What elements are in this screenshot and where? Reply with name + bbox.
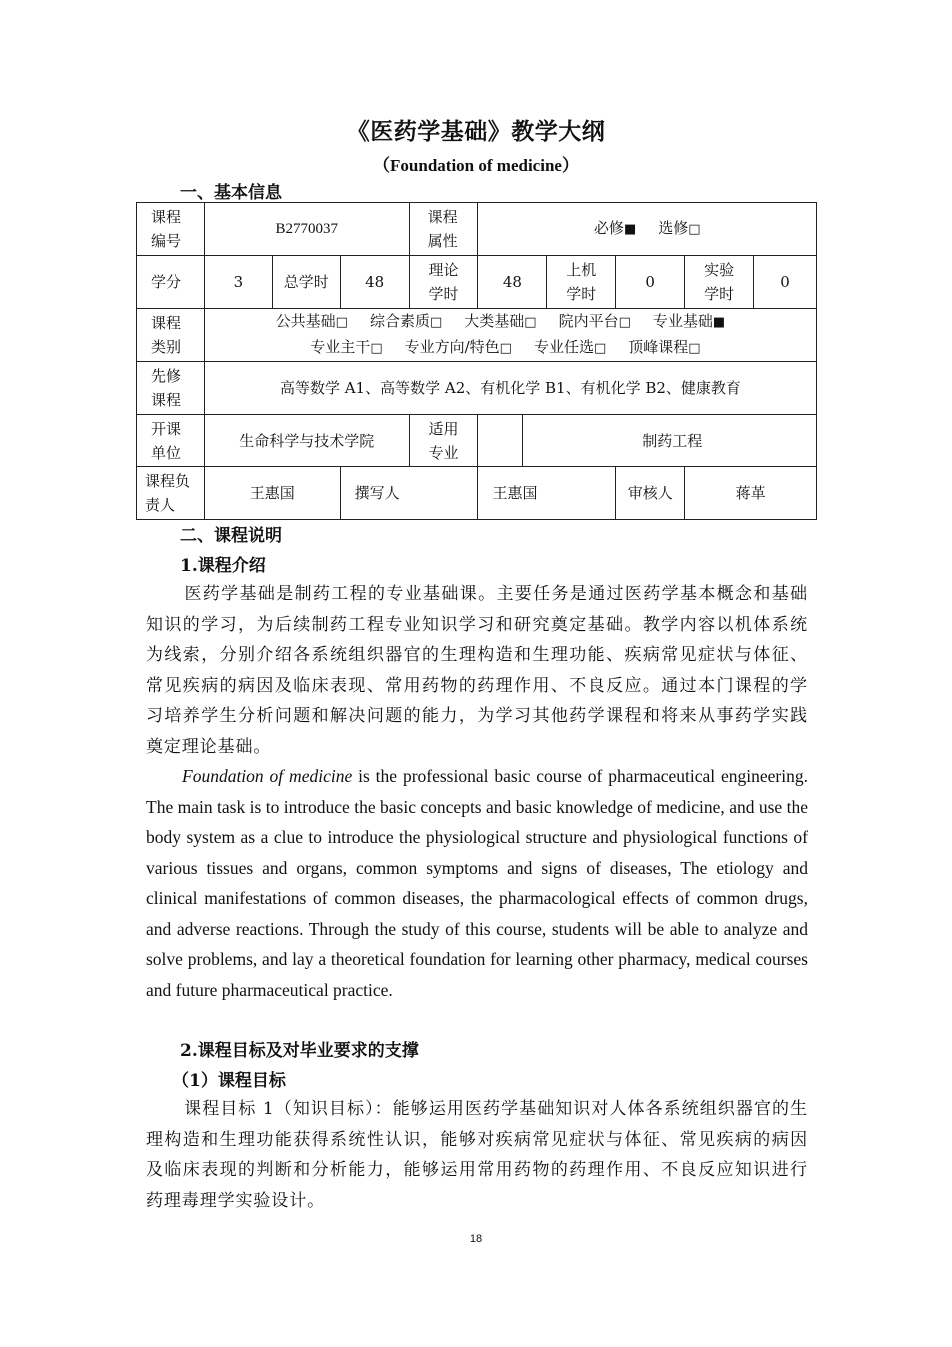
section-heading-basic-info: 一、基本信息 <box>180 183 282 203</box>
table-row-people <box>137 467 817 520</box>
theory-hours-value: 48 <box>478 256 547 309</box>
cell-divider <box>522 415 523 466</box>
category-options-line2 <box>204 335 814 361</box>
owner-value: 王惠国 <box>204 467 340 520</box>
table-row-category <box>137 309 817 362</box>
category-option-label: 专业方向/特色 <box>404 338 500 356</box>
major-label: 适用专业 <box>409 415 478 467</box>
category-checkbox: □ <box>524 315 537 330</box>
computer-hours-label: 上机学时 <box>547 256 616 309</box>
course-attr-value <box>478 203 817 256</box>
lab-hours-value: 0 <box>754 256 817 309</box>
category-option-label: 专业任选 <box>533 338 594 356</box>
page-number: 18 <box>469 1233 483 1245</box>
dept-label: 开课单位 <box>137 415 205 467</box>
category-option-label: 专业主干 <box>310 338 371 356</box>
category-checkbox: □ <box>593 341 607 356</box>
course-code-label: 课程编号 <box>137 203 205 256</box>
table-row-code <box>137 203 817 256</box>
prereq-value: 高等数学 A1、高等数学 A2、有机化学 B1、有机化学 B2、健康教育 <box>204 362 816 415</box>
reviewer-value <box>685 467 817 520</box>
required-checkbox: ■ <box>623 222 637 237</box>
course-name-italic: Foundation of medicine <box>182 766 353 786</box>
category-checkbox: □ <box>429 315 443 330</box>
table-row-prereq <box>137 362 817 415</box>
course-intro-english-text: is the professional basic course of pharmaceutical engineering. The main task is to introduce the basic concepts and basic knowledge of medicine, and use the body system as a clue to introduce the physiological structure and physiological functions of various tissues and organs, common symptoms and signs of diseases, The etiology and clinical manifestations of common diseases, the pharmacological effects of common drugs, and adverse reactions. Through the study of this course, students will be able to analyze and solve problems, and lay a theoretical foundation for learning other pharmacy, medical courses and future pharmaceutical practice. <box>146 766 808 1000</box>
writer-label: 撰写人 <box>340 467 478 520</box>
owner-label: 课程负责人 <box>137 467 205 520</box>
total-hours-value: 48 <box>340 256 409 309</box>
prereq-label: 先修课程 <box>137 362 205 415</box>
category-label: 课程类别 <box>137 309 205 362</box>
writer-text: 王惠国 <box>492 484 538 502</box>
category-options <box>204 309 816 362</box>
total-hours-label: 总学时 <box>272 256 340 309</box>
credit-value: 3 <box>204 256 272 309</box>
category-option-label: 专业基础 <box>652 312 713 330</box>
category-option-label: 公共基础 <box>275 312 336 330</box>
course-intro-english <box>146 761 808 1005</box>
category-checkbox: □ <box>370 341 383 356</box>
course-intro-chinese-text: 医药学基础是制药工程的专业基础课。主要任务是通过医药学基本概念和基础知识的学习，为后续制药工程专业知识学习和研究奠定基础。教学内容以机体系统为线索，分别介绍各系统组织器官的生理构造和生理功能、疾病常见症状与体征、常见疾病的病因及临床表现、常用药物的药理作用、不良反应。通过本门课程的学习培养学生分析问题和解决问题的能力，为学习其他药学课程和将来从事药学实践奠定理论基础。 <box>146 584 808 757</box>
document-subtitle: （Foundation of medicine） <box>373 156 579 175</box>
category-option-label: 顶峰课程 <box>628 338 689 356</box>
category-option-label: 大类基础 <box>464 312 525 330</box>
table-row-hours <box>137 256 817 309</box>
major-value <box>478 415 817 467</box>
course-intro-chinese <box>146 579 808 762</box>
course-goal-1-text: 课程目标 1（知识目标）：能够运用医药学基础知识对人体各系统组织器官的生理构造和生理功能获得系统性认识，能够对疾病常见症状与体征、常见疾病的病因及临床表现的判断和分析能力，能够运用常用药物的药理作用、不良反应知识进行药理毒理学实验设计。 <box>146 1099 808 1211</box>
reviewer-label: 审核人 <box>616 467 685 520</box>
category-checkbox: □ <box>688 341 701 356</box>
course-code-value: B2770037 <box>204 203 409 256</box>
subheading-course-intro: 1.课程介绍 <box>180 556 266 576</box>
subheading-course-objectives: 2.课程目标及对毕业要求的支撑 <box>180 1041 419 1061</box>
section-heading-course-description: 二、课程说明 <box>180 526 282 546</box>
category-option-label: 综合素质 <box>369 312 430 330</box>
category-checkbox: □ <box>335 315 348 330</box>
reviewer-text: 蒋革 <box>735 484 766 502</box>
required-option: 必修 <box>593 219 624 237</box>
table-row-dept <box>137 415 817 467</box>
subheading-objectives-list: （1）课程目标 <box>172 1071 286 1091</box>
category-option-label: 院内平台 <box>558 312 619 330</box>
category-checkbox: ■ <box>712 315 726 330</box>
credit-label: 学分 <box>137 256 205 309</box>
theory-hours-label: 理论学时 <box>409 256 478 309</box>
category-checkbox: □ <box>618 315 631 330</box>
document-title: 《医药学基础》教学大纲 <box>346 118 606 145</box>
major-text: 制药工程 <box>642 431 703 450</box>
elective-checkbox: □ <box>688 222 701 237</box>
writer-value <box>478 467 616 520</box>
category-checkbox: □ <box>499 341 512 356</box>
elective-option: 选修 <box>658 219 689 237</box>
computer-hours-value: 0 <box>616 256 685 309</box>
category-options-line1 <box>204 309 814 335</box>
course-attr-label: 课程属性 <box>409 203 478 256</box>
lab-hours-label: 实验学时 <box>685 256 754 309</box>
course-goal-1 <box>146 1094 808 1216</box>
dept-value: 生命科学与技术学院 <box>204 415 409 467</box>
basic-info-table <box>136 202 817 520</box>
